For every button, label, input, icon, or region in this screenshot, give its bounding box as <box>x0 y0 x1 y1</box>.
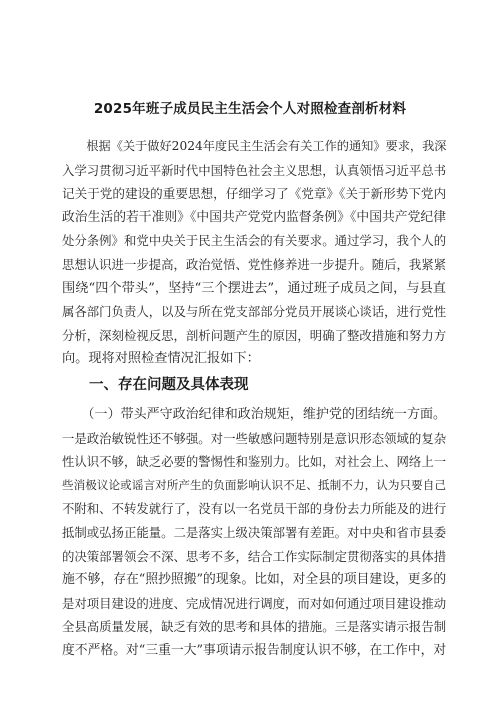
body-line: 是对项目建设的进度、完成情况进行调度，而对如何通过项目建设推动 <box>62 595 447 611</box>
body-line: 度不严格。对“三重一大”事项请示报告制度认识不够，在工作中，对 <box>62 642 447 658</box>
body-line: 抵制或弘扬正能量。二是落实上级决策部署有差距。对中央和省市县委 <box>62 524 447 540</box>
intro-paragraph <box>62 135 446 371</box>
intro-line: 思想认识进一步提高，政治觉悟、党性修养进一步提升。随后，我紧紧 <box>62 256 447 272</box>
intro-line: 属各部门负责人，以及与所在党支部部分党员开展谈心谈话，进行党性 <box>62 304 447 320</box>
intro-line: 根据《关于做好2024年度民主生活会有关工作的通知》要求，我深 <box>62 139 447 153</box>
intro-line: 入学习贯彻习近平新时代中国特色社会主义思想，认真领悟习近平总书 <box>62 162 447 178</box>
document-title: 2025年班子成员民主生活会个人对照检查剖析材料 <box>93 101 407 118</box>
body-line: （一）带头严守政治纪律和政治规矩，维护党的团结统一方面。 <box>62 407 446 422</box>
body-line: 一是政治敏锐性还不够强。对一些敏感问题特别是意识形态领域的复杂 <box>62 430 447 446</box>
intro-line: 政治生活的若干准则》《中国共产党党内监督条例》《中国共产党纪律 <box>62 209 446 225</box>
intro-line: 围绕“四个带头”，坚持“三个摆进去”，通过班子成员之间，与县直 <box>62 280 446 296</box>
body-line: 全县高质量发展，缺乏有效的思考和具体的措施。三是落实请示报告制 <box>62 619 447 635</box>
intro-line: 处分条例》和党中央关于民主生活会的有关要求。通过学习，我个人的 <box>62 233 447 249</box>
body-line: 的决策部署领会不深、思考不多，结合工作实际制定贯彻落实的具体措 <box>62 548 447 564</box>
section-heading: 一、存在问题及具体表现 <box>89 377 249 393</box>
intro-line: 向。现将对照检查情况汇报如下： <box>62 351 260 367</box>
body-line: 施不够，存在“照抄照搬”的现象。比如，对全县的项目建设，更多的 <box>62 572 447 588</box>
body-line: 不附和、不转发就行了，没有以一名党员干部的身份去力所能及的进行 <box>62 501 447 517</box>
body-line: 性认识不够，缺乏必要的警惕性和鉴别力。比如，对社会上、网络上一 <box>62 454 447 470</box>
intro-line: 记关于党的建设的重要思想，仔细学习了《党章》《关于新形势下党内 <box>62 186 447 202</box>
section-1-paragraph <box>62 403 446 663</box>
body-line: 些消极议论或谣言对所产生的负面影响认识不足、抵制不力，认为只要自己 <box>62 477 446 492</box>
intro-line: 分析，深刻检视反思，剖析问题产生的原因，明确了整改措施和努力方 <box>62 327 447 343</box>
